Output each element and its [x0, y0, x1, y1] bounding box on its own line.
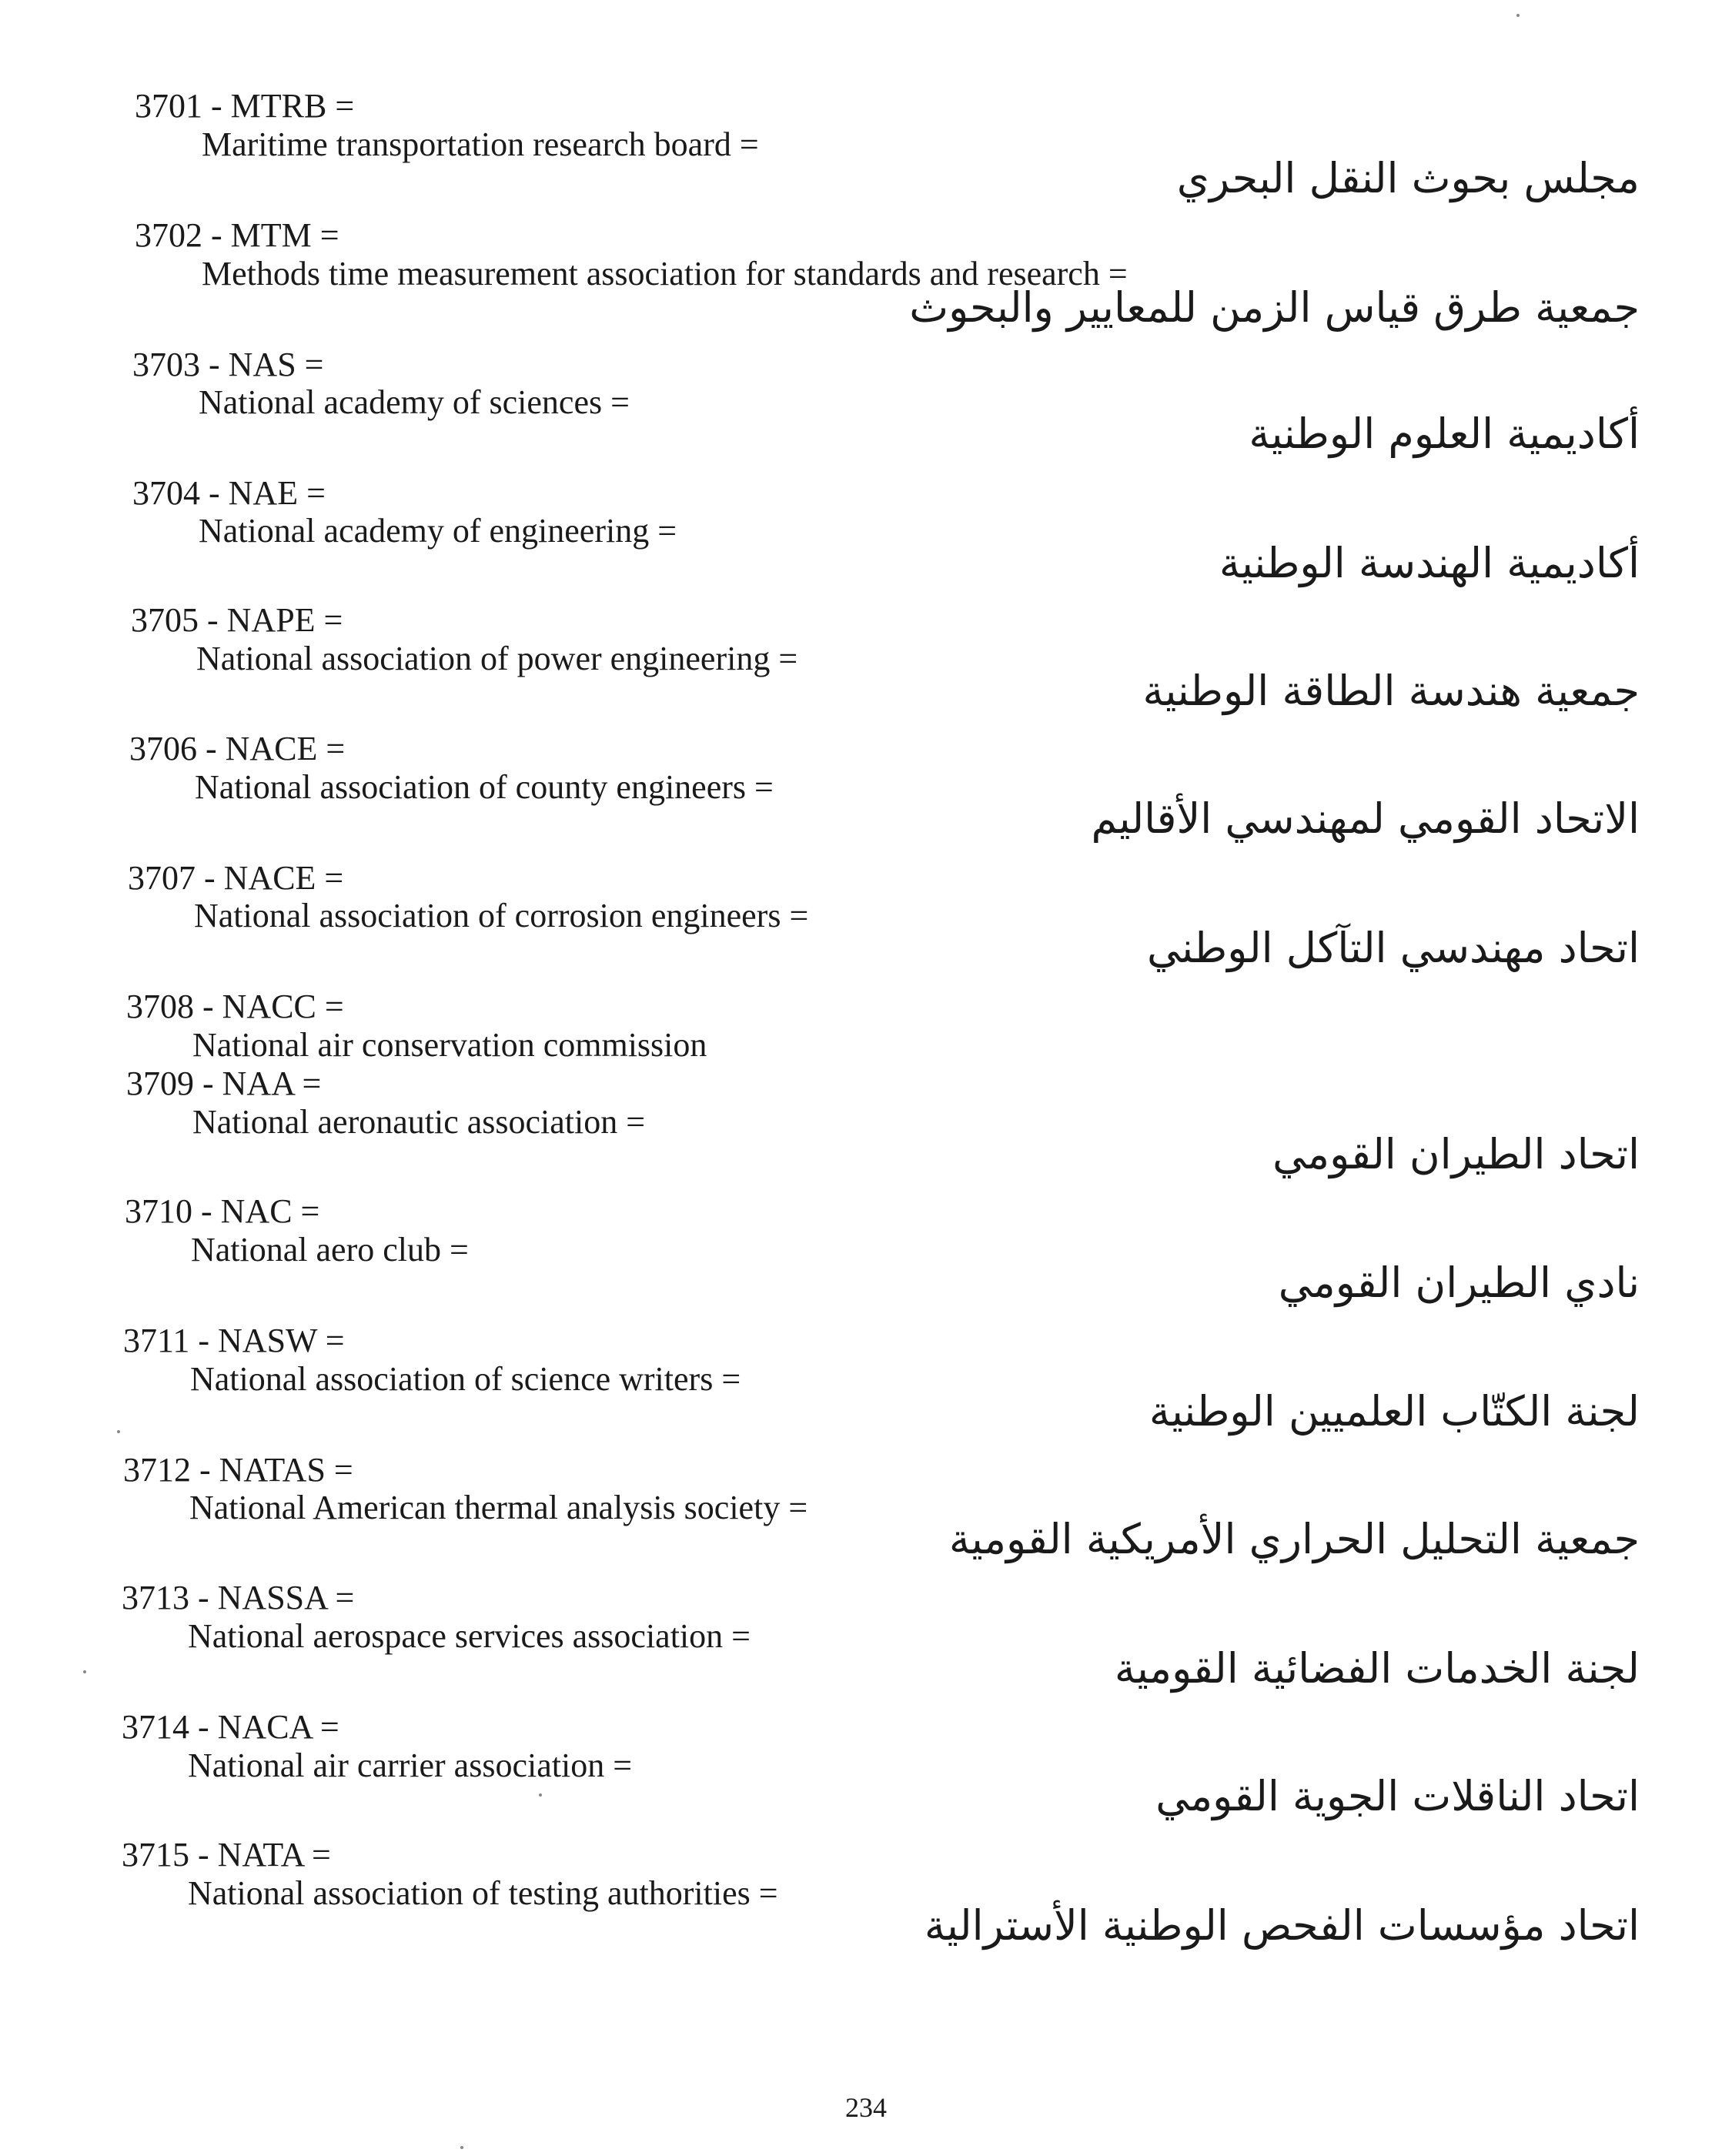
entry-code: 3702 - MTM =: [135, 216, 339, 254]
entry-english-term: National American thermal analysis society =: [189, 1489, 808, 1526]
entry-english-term: National association of power engineering =: [196, 640, 798, 677]
entry-english-term: National association of county engineers =: [195, 768, 774, 806]
entry-arabic-term: نادي الطيران القومي: [1278, 1259, 1640, 1307]
entry-english-term: National air conservation commission: [192, 1026, 707, 1064]
scan-speck: [83, 1670, 86, 1673]
entry-code: 3711 - NASW =: [123, 1322, 345, 1359]
entry-code: 3712 - NATAS =: [123, 1451, 353, 1489]
entry-english-term: National association of science writers =: [190, 1360, 741, 1398]
entry-code: 3713 - NASSA =: [122, 1579, 355, 1616]
entry-code: 3706 - NACE =: [129, 730, 346, 767]
entry-code: 3715 - NATA =: [122, 1836, 331, 1874]
entry-english-term: National aeronautic association =: [192, 1103, 646, 1141]
entry-code: 3708 - NACC =: [126, 988, 344, 1025]
entry-arabic-term: جمعية التحليل الحراري الأمريكية القومية: [948, 1515, 1640, 1563]
entry-english-term: National aerospace services association =: [188, 1617, 751, 1655]
entry-arabic-term: أكاديمية الهندسة الوطنية: [1219, 539, 1640, 587]
entry-english-term: Methods time measurement association for standards and research =: [202, 255, 1128, 292]
entry-code: 3701 - MTRB =: [135, 87, 355, 125]
entry-arabic-term: الاتحاد القومي لمهندسي الأقاليم: [1091, 794, 1640, 843]
scan-speck: [117, 1430, 120, 1433]
entry-code: 3704 - NAE =: [132, 474, 326, 512]
entry-english-term: National academy of engineering =: [199, 512, 677, 550]
entry-code: 3710 - NAC =: [125, 1192, 320, 1230]
entry-arabic-term: جمعية طرق قياس الزمن للمعايير والبحوث: [909, 283, 1640, 332]
entry-code: 3705 - NAPE =: [131, 601, 343, 639]
entry-arabic-term: لجنة الخدمات الفضائية القومية: [1114, 1644, 1640, 1693]
entry-english-term: National academy of sciences =: [199, 383, 630, 421]
entry-code: 3714 - NACA =: [122, 1708, 339, 1746]
entry-code: 3707 - NACE =: [128, 859, 344, 897]
page-number: 234: [845, 2092, 887, 2123]
scan-speck: [460, 2146, 463, 2149]
entry-arabic-term: اتحاد مؤسسات الفحص الوطنية الأسترالية: [924, 1901, 1640, 1950]
scan-speck: [1516, 14, 1520, 17]
entry-english-term: National association of testing authorities =: [188, 1874, 778, 1912]
entry-english-term: National aero club =: [191, 1231, 469, 1269]
entry-arabic-term: اتحاد الطيران القومي: [1272, 1130, 1640, 1178]
entry-arabic-term: اتحاد الناقلات الجوية القومي: [1155, 1772, 1640, 1820]
entry-arabic-term: لجنة الكتّاب العلميين الوطنية: [1149, 1387, 1640, 1436]
entry-english-term: National air carrier association =: [188, 1747, 633, 1784]
entry-arabic-term: جمعية هندسة الطاقة الوطنية: [1142, 667, 1640, 715]
entry-arabic-term: مجلس بحوث النقل البحري: [1176, 154, 1640, 202]
entry-english-term: Maritime transportation research board =: [202, 125, 759, 163]
scan-speck: [539, 1793, 542, 1797]
entry-code: 3703 - NAS =: [132, 346, 324, 383]
entry-arabic-term: اتحاد مهندسي التآكل الوطني: [1146, 924, 1640, 972]
entry-english-term: National association of corrosion engineers =: [194, 897, 809, 934]
entry-code: 3709 - NAA =: [126, 1065, 322, 1102]
entry-arabic-term: أكاديمية العلوم الوطنية: [1249, 409, 1640, 458]
